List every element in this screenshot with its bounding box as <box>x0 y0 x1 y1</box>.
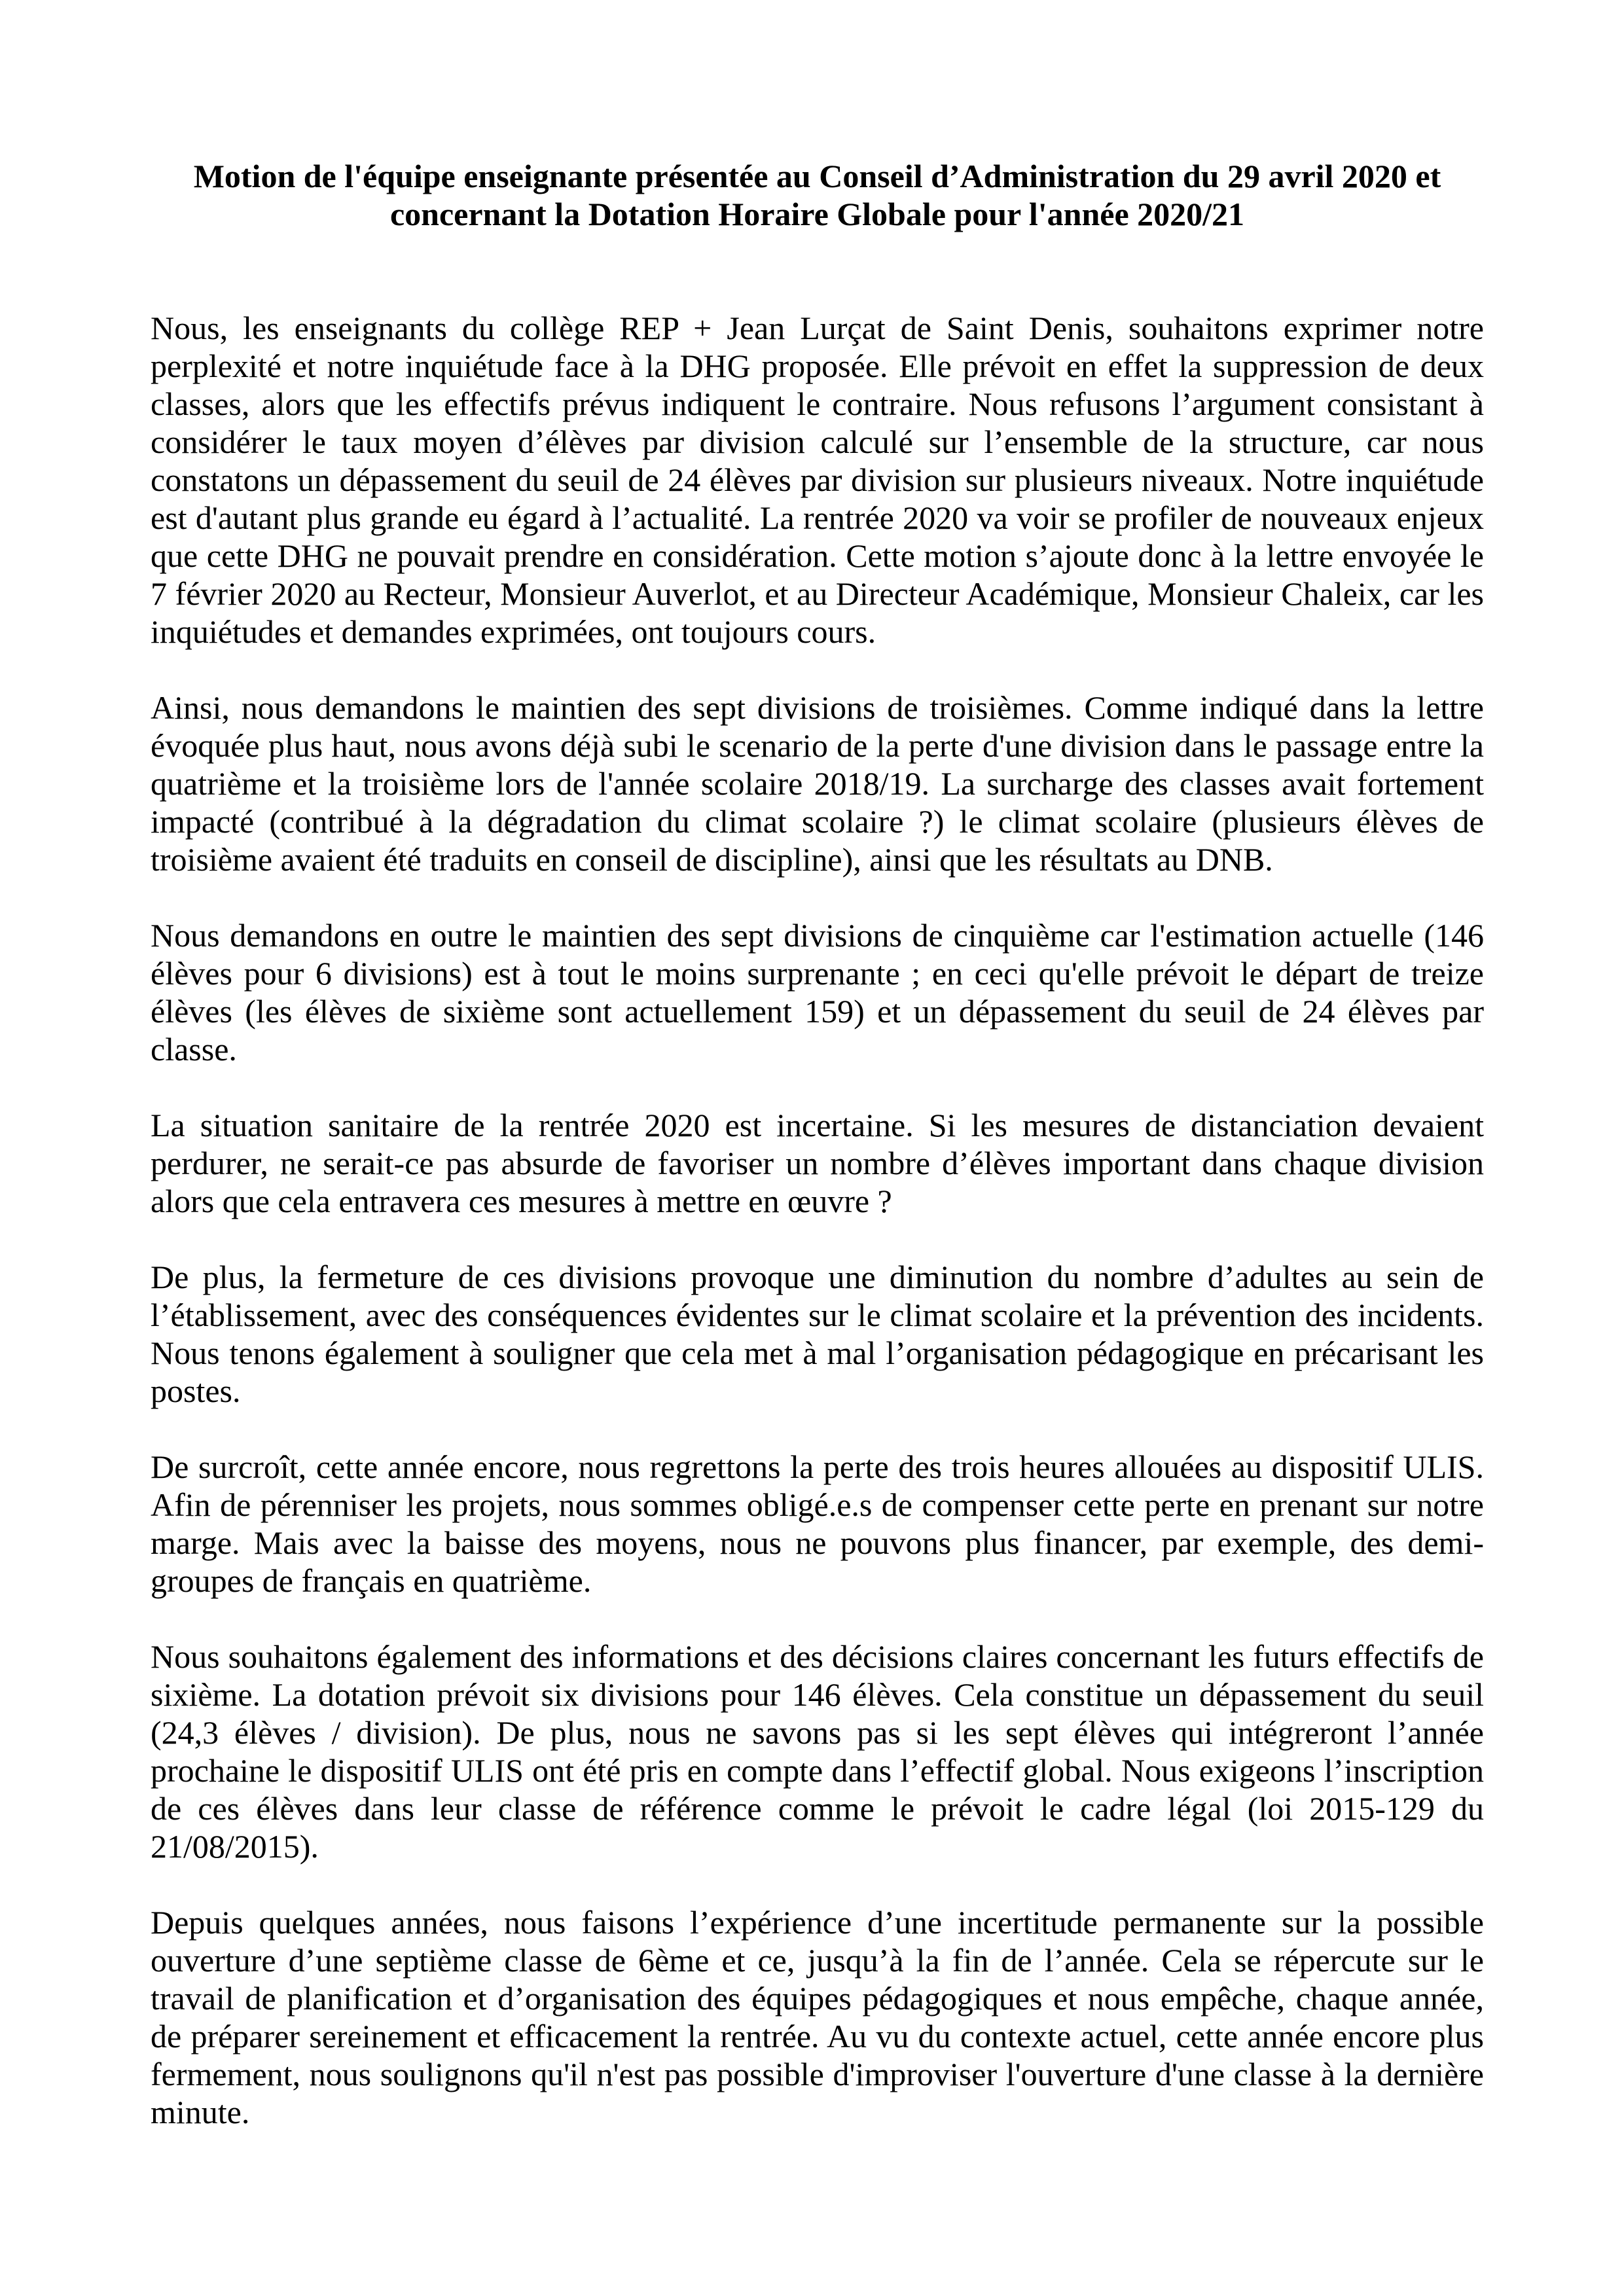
paragraph-intro-dhg: Nous, les enseignants du collège REP + Jean Lurçat de Saint Denis, souhaitons exprimer notre perplexité et notre inquiétude face à la DHG proposée. Elle prévoit en effet la suppression de deux classes, alors que les effectifs prévus indiquent le contraire. Nous refusons l’argument consistant à considérer le taux moyen d’élèves par division calculé sur l’ensemble de la structure, car nous constatons un dépassement du seuil de 24 élèves par division sur plusieurs niveaux. Notre inquiétude est d'autant plus grande eu égard à l’actualité. La rentrée 2020 va voir se profiler de nouveaux enjeux que cette DHG ne pouvait prendre en considération. Cette motion s’ajoute donc à la lettre envoyée le 7 février 2020 au Recteur, Monsieur Auverlot, et au Directeur Académique, Monsieur Chaleix, car les inquiétudes et demandes exprimées, ont toujours cours. <box>151 310 1484 650</box>
paragraph-effectifs-sixieme: Nous souhaitons également des informations et des décisions claires concernant les futurs effectifs de sixième. La dotation prévoit six divisions pour 146 élèves. Cela constitue un dépassement du seuil (24,3 élèves / division). De plus, nous ne savons pas si les sept élèves qui intégreront l’année prochaine le dispositif ULIS ont été pris en compte dans l’effectif global. Nous exigeons l’inscription de ces élèves dans leur classe de référence comme le prévoit le cadre légal (loi 2015-129 du 21/08/2015). <box>151 1638 1484 1865</box>
document-title: Motion de l'équipe enseignante présentée au Conseil d’Administration du 29 avril 2020 et concernant la Dotation Horaire Globale pour l'année 2020/21 <box>193 158 1441 232</box>
paragraph-fermeture-divisions: De plus, la fermeture de ces divisions provoque une diminution du nombre d’adultes au sein de l’établissement, avec des conséquences évidentes sur le climat scolaire et la prévention des incidents. Nous tenons également à souligner que cela met à mal l’organisation pédagogique en précarisant les postes. <box>151 1259 1484 1409</box>
paragraph-cinquieme: Nous demandons en outre le maintien des sept divisions de cinquième car l'estimation actuelle (146 élèves pour 6 divisions) est à tout le moins surprenante ; en ceci qu'elle prévoit le départ de treize élèves (les élèves de sixième sont actuellement 159) et un dépassement du seuil de 24 élèves par classe. <box>151 917 1484 1067</box>
paragraph-incertitude-ouverture: Depuis quelques années, nous faisons l’expérience d’une incertitude permanente sur la possible ouverture d’une septième classe de 6ème et ce, jusqu’à la fin de l’année. Cela se répercute sur le travail de planification et d’organisation des équipes pédagogiques et nous empêche, chaque année, de préparer sereinement et efficacement la rentrée. Au vu du contexte actuel, cette année encore plus fermement, nous soulignons qu'il n'est pas possible d'improviser l'ouverture d'une classe à la dernière minute. <box>151 1904 1484 2130</box>
paragraph-situation-sanitaire: La situation sanitaire de la rentrée 2020 est incertaine. Si les mesures de distanciation devaient perdurer, ne serait-ce pas absurde de favoriser un nombre d’élèves important dans chaque division alors que cela entravera ces mesures à mettre en œuvre ? <box>151 1107 1484 1219</box>
paragraph-ulis-heures: De surcroît, cette année encore, nous regrettons la perte des trois heures allouées au dispositif ULIS. Afin de pérenniser les projets, nous sommes obligé.e.s de compenser cette perte en prenant sur notre marge. Mais avec la baisse des moyens, nous ne pouvons plus financer, par exemple, des demi-groupes de français en quatrième. <box>151 1448 1484 1599</box>
paragraph-troisiemes: Ainsi, nous demandons le maintien des sept divisions de troisièmes. Comme indiqué dans la lettre évoquée plus haut, nous avons déjà subi le scenario de la perte d'une division dans le passage entre la quatrième et la troisième lors de l'année scolaire 2018/19. La surcharge des classes avait fortement impacté (contribué à la dégradation du climat scolaire ?) le climat scolaire (plusieurs élèves de troisième avaient été traduits en conseil de discipline), ainsi que les résultats au DNB. <box>151 689 1484 878</box>
